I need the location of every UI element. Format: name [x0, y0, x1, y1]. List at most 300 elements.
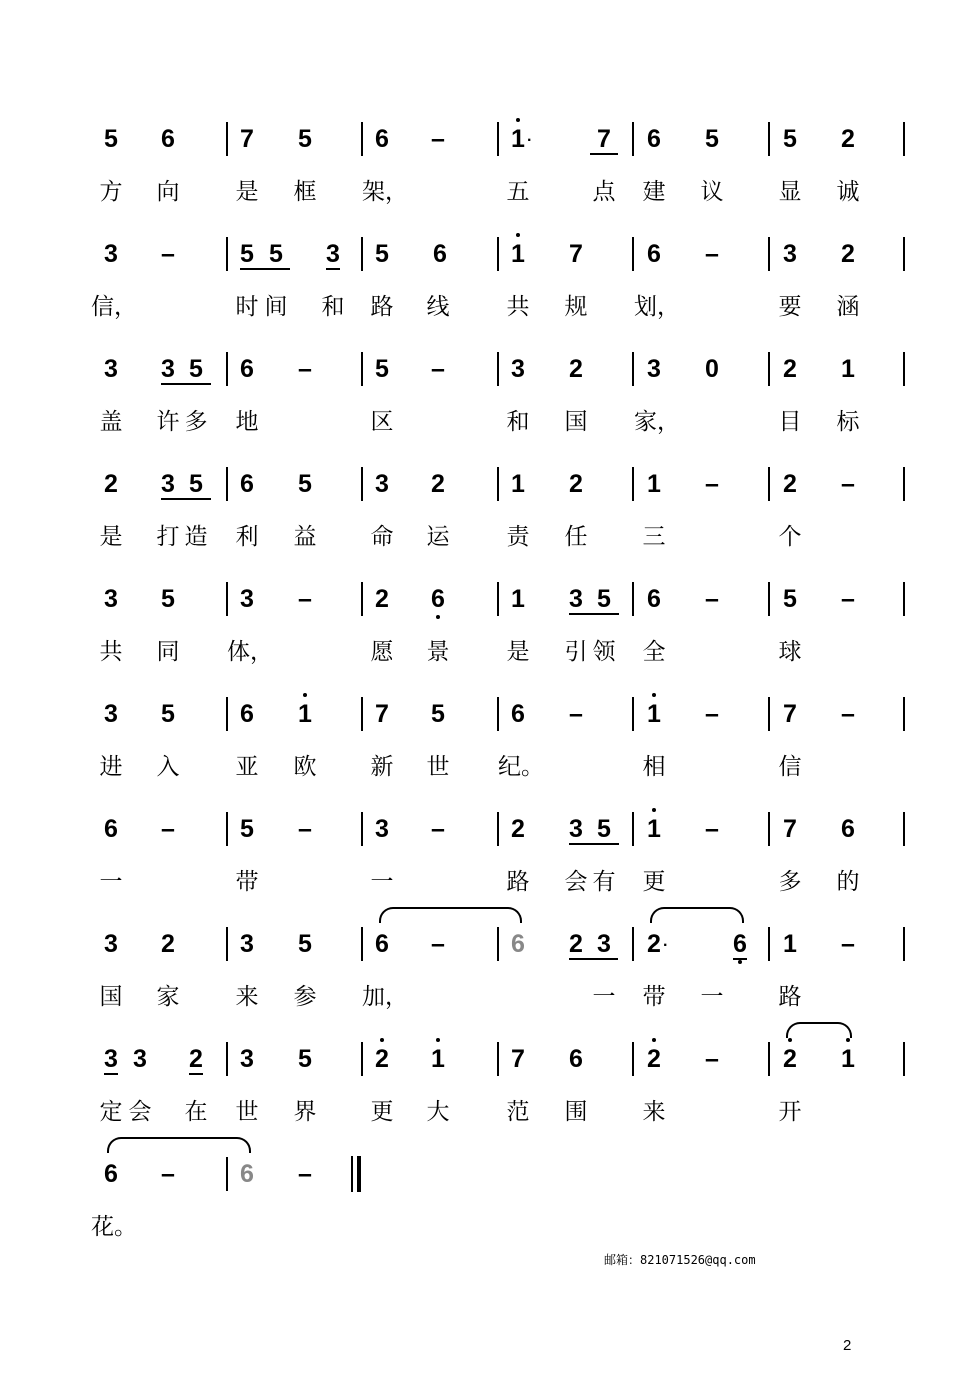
bar-line	[903, 927, 905, 961]
note-digit: 5	[375, 240, 389, 268]
note-digit: 2	[104, 470, 118, 498]
note	[423, 1044, 453, 1074]
bar-line	[361, 927, 363, 961]
note-digit: 6	[733, 930, 747, 958]
lyric-syllable: 路	[778, 984, 802, 1010]
note-digit: 6	[104, 1160, 118, 1188]
bar-line	[497, 352, 499, 386]
lyric-syllable: 一	[592, 984, 616, 1010]
note	[367, 1044, 397, 1074]
note-digit: –	[298, 815, 312, 843]
lyric-syllable: 框	[293, 179, 317, 205]
note-digit: –	[298, 585, 312, 613]
lyric-syllable: 议	[700, 179, 724, 205]
note-digit: 5	[189, 470, 203, 498]
octave-up-dot	[303, 693, 307, 697]
note-digit: 3	[104, 240, 118, 268]
note-digit: –	[298, 355, 312, 383]
note	[290, 814, 320, 844]
lyric-syllable: 标	[836, 409, 860, 435]
note-digit: 3	[161, 355, 175, 383]
note	[697, 1044, 727, 1074]
bar-line	[497, 812, 499, 846]
note-digit: 7	[375, 700, 389, 728]
lyric-syllable: 入	[156, 754, 180, 780]
bar-line	[226, 122, 228, 156]
note-digit: 6	[161, 125, 175, 153]
lyric-syllable: 多	[778, 869, 802, 895]
note-digit: 6	[647, 585, 661, 613]
lyric-syllable: 三	[642, 524, 666, 550]
note-digit: 7	[783, 815, 797, 843]
note-digit: 2	[569, 930, 583, 958]
octave-up-dot	[788, 1038, 792, 1042]
note-digit: 2	[189, 1045, 203, 1073]
note-digit: 5	[597, 815, 611, 843]
note	[561, 354, 591, 384]
note-digit: 3	[104, 930, 118, 958]
note-digit: 6	[240, 1160, 254, 1188]
lyric-syllable: 景	[426, 639, 450, 665]
lyric-syllable: 纪。	[498, 754, 544, 780]
note-digit: 1	[511, 125, 525, 153]
lyric-syllable: 加，	[362, 984, 408, 1010]
lyric-syllable: 益	[293, 524, 317, 550]
lyric-syllable: 相	[642, 754, 666, 780]
bar-line	[226, 812, 228, 846]
note-digit: 2	[841, 125, 855, 153]
bar-line	[497, 582, 499, 616]
note-digit: 5	[104, 125, 118, 153]
bar-line	[361, 122, 363, 156]
note	[775, 584, 805, 614]
note	[639, 929, 669, 959]
note	[290, 469, 320, 499]
note-digit: 6	[104, 815, 118, 843]
note-digit: –	[841, 585, 855, 613]
bar-line	[768, 812, 770, 846]
note-digit: –	[705, 470, 719, 498]
bar-line	[632, 352, 634, 386]
note	[423, 814, 453, 844]
note	[561, 929, 591, 959]
octave-up-dot	[652, 808, 656, 812]
eighth-beam	[161, 383, 211, 385]
note	[639, 1044, 669, 1074]
lyric-syllable: 进	[99, 754, 123, 780]
note-digit: 2	[431, 470, 445, 498]
note-digit: 5	[161, 585, 175, 613]
note-digit: –	[705, 1045, 719, 1073]
eighth-beam	[161, 498, 211, 500]
note-digit: 3	[569, 815, 583, 843]
lyric-syllable: 大	[426, 1099, 450, 1125]
note	[561, 584, 591, 614]
octave-down-dot	[738, 960, 742, 964]
note	[503, 469, 533, 499]
bar-line	[768, 582, 770, 616]
note-digit: 1	[783, 930, 797, 958]
note	[96, 929, 126, 959]
note	[261, 239, 291, 269]
note	[96, 469, 126, 499]
note	[153, 814, 183, 844]
note	[232, 584, 262, 614]
note	[639, 469, 669, 499]
note	[561, 1044, 591, 1074]
bar-line	[497, 122, 499, 156]
note-digit: 5	[298, 125, 312, 153]
bar-line	[226, 467, 228, 501]
note-digit: 2	[647, 930, 661, 958]
note	[232, 124, 262, 154]
octave-up-dot	[380, 1038, 384, 1042]
lyric-syllable: 运	[426, 524, 450, 550]
lyric-syllable: 间	[264, 294, 288, 320]
note-digit: 5	[298, 470, 312, 498]
note	[367, 814, 397, 844]
note	[367, 469, 397, 499]
note	[153, 929, 183, 959]
bar-line	[361, 352, 363, 386]
note	[367, 584, 397, 614]
bar-line	[768, 1042, 770, 1076]
note-digit: 6	[841, 815, 855, 843]
lyric-syllable: 路	[370, 294, 394, 320]
slur-arc	[786, 1022, 852, 1038]
note	[561, 814, 591, 844]
note-digit: 6	[240, 700, 254, 728]
note-digit: –	[569, 700, 583, 728]
octave-up-dot	[516, 233, 520, 237]
eighth-beam	[326, 268, 340, 270]
bar-line	[497, 697, 499, 731]
note-digit: 2	[647, 1045, 661, 1073]
note	[153, 1159, 183, 1189]
lyric-syllable: 世	[235, 1099, 259, 1125]
note	[232, 354, 262, 384]
note	[833, 814, 863, 844]
note-digit: 3	[161, 470, 175, 498]
bar-line	[632, 582, 634, 616]
lyric-syllable: 会	[128, 1099, 152, 1125]
note	[775, 469, 805, 499]
note	[96, 239, 126, 269]
bar-line	[497, 467, 499, 501]
bar-line	[632, 237, 634, 271]
lyric-syllable: 时	[235, 294, 259, 320]
lyric-syllable: 地	[235, 409, 259, 435]
bar-line	[497, 927, 499, 961]
lyric-syllable: 许	[156, 409, 180, 435]
note	[503, 699, 533, 729]
note-digit: –	[705, 815, 719, 843]
lyric-syllable: 利	[235, 524, 259, 550]
note-digit: –	[705, 700, 719, 728]
lyric-syllable: 的	[836, 869, 860, 895]
lyric-syllable: 信	[778, 754, 802, 780]
lyric-syllable: 世	[426, 754, 450, 780]
lyric-syllable: 打	[156, 524, 180, 550]
final-barline-thick	[357, 1156, 361, 1192]
note-digit: 7	[240, 125, 254, 153]
lyric-syllable: 路	[506, 869, 530, 895]
note	[561, 239, 591, 269]
note-digit: –	[161, 240, 175, 268]
note	[639, 124, 669, 154]
note	[589, 814, 619, 844]
note-digit: 6	[431, 585, 445, 613]
note-digit: –	[161, 1160, 175, 1188]
augmentation-dot: ·	[663, 937, 669, 954]
note	[181, 1044, 211, 1074]
bar-line	[903, 582, 905, 616]
note	[833, 1044, 863, 1074]
note	[775, 239, 805, 269]
note-digit: 6	[433, 240, 447, 268]
note	[833, 239, 863, 269]
note-digit: 5	[298, 1045, 312, 1073]
note	[639, 584, 669, 614]
lyric-syllable: 建	[642, 179, 666, 205]
bar-line	[497, 237, 499, 271]
note-digit: 1	[298, 700, 312, 728]
lyric-syllable: 是	[99, 524, 123, 550]
note-digit: 3	[104, 700, 118, 728]
lyric-syllable: 是	[235, 179, 259, 205]
lyric-syllable: 来	[235, 984, 259, 1010]
bar-line	[226, 697, 228, 731]
note-digit: –	[705, 585, 719, 613]
note-digit: 3	[240, 930, 254, 958]
note	[833, 929, 863, 959]
note	[503, 584, 533, 614]
lyric-syllable: 参	[293, 984, 317, 1010]
lyric-syllable: 多	[184, 409, 208, 435]
lyric-syllable: 带	[642, 984, 666, 1010]
note	[833, 699, 863, 729]
bar-line	[768, 237, 770, 271]
note	[503, 354, 533, 384]
lyric-syllable: 一	[370, 869, 394, 895]
note	[697, 239, 727, 269]
bar-line	[632, 122, 634, 156]
bar-line	[903, 812, 905, 846]
lyric-syllable: 任	[564, 524, 588, 550]
bar-line	[361, 812, 363, 846]
note	[561, 469, 591, 499]
note	[775, 699, 805, 729]
note	[561, 699, 591, 729]
lyric-syllable: 盖	[99, 409, 123, 435]
lyric-syllable: 点	[592, 179, 616, 205]
note-digit: 3	[783, 240, 797, 268]
lyric-syllable: 更	[642, 869, 666, 895]
lyric-syllable: 区	[370, 409, 394, 435]
note	[697, 814, 727, 844]
note-digit: 5	[783, 585, 797, 613]
note	[290, 354, 320, 384]
note	[367, 239, 397, 269]
lyric-syllable: 信，	[91, 294, 137, 320]
bar-line	[768, 122, 770, 156]
lyric-syllable: 全	[642, 639, 666, 665]
note	[367, 699, 397, 729]
note-digit: 5	[431, 700, 445, 728]
note	[697, 354, 727, 384]
lyric-syllable: 引	[564, 639, 588, 665]
lyric-syllable: 共	[99, 639, 123, 665]
note	[503, 929, 533, 959]
note	[639, 354, 669, 384]
bar-line	[361, 1042, 363, 1076]
bar-line	[361, 237, 363, 271]
note-digit: 6	[647, 125, 661, 153]
note	[589, 124, 619, 154]
eighth-beam	[569, 613, 619, 615]
note	[290, 1044, 320, 1074]
lyric-syllable: 显	[778, 179, 802, 205]
note-digit: 2	[569, 355, 583, 383]
note-digit: 7	[511, 1045, 525, 1073]
note	[125, 1044, 155, 1074]
note-digit: –	[841, 700, 855, 728]
eighth-beam	[189, 1073, 203, 1075]
lyric-syllable: 向	[156, 179, 180, 205]
bar-line	[768, 352, 770, 386]
lyric-syllable: 球	[778, 639, 802, 665]
final-barline-thin	[351, 1156, 353, 1192]
bar-line	[226, 1042, 228, 1076]
eighth-beam	[104, 1073, 118, 1075]
bar-line	[632, 697, 634, 731]
octave-up-dot	[516, 118, 520, 122]
note-digit: 5	[189, 355, 203, 383]
bar-line	[226, 352, 228, 386]
note	[697, 469, 727, 499]
note-digit: –	[705, 240, 719, 268]
lyric-syllable: 国	[564, 409, 588, 435]
lyric-syllable: 划，	[634, 294, 680, 320]
lyric-syllable: 领	[592, 639, 616, 665]
note	[503, 814, 533, 844]
lyric-syllable: 方	[99, 179, 123, 205]
note	[423, 354, 453, 384]
note	[153, 124, 183, 154]
note-digit: 1	[647, 700, 661, 728]
note-digit: 6	[240, 470, 254, 498]
note	[153, 354, 183, 384]
note	[96, 584, 126, 614]
note	[290, 1159, 320, 1189]
lyric-syllable: 范	[506, 1099, 530, 1125]
note	[232, 699, 262, 729]
lyric-syllable: 涵	[836, 294, 860, 320]
note-digit: 3	[240, 585, 254, 613]
note	[425, 239, 455, 269]
note	[232, 469, 262, 499]
note-digit: 1	[431, 1045, 445, 1073]
note	[833, 124, 863, 154]
page-number: 2	[843, 1337, 852, 1354]
note-digit: 6	[647, 240, 661, 268]
bar-line	[768, 927, 770, 961]
note-digit: 1	[511, 585, 525, 613]
note-digit: 1	[841, 355, 855, 383]
bar-line	[903, 122, 905, 156]
lyric-syllable: 开	[778, 1099, 802, 1125]
note	[833, 469, 863, 499]
lyric-syllable: 诚	[836, 179, 860, 205]
note	[833, 354, 863, 384]
note-digit: –	[161, 815, 175, 843]
note	[232, 929, 262, 959]
octave-down-dot	[436, 615, 440, 619]
note-digit: 5	[783, 125, 797, 153]
note-digit: 2	[783, 1045, 797, 1073]
octave-up-dot	[846, 1038, 850, 1042]
bar-line	[361, 467, 363, 501]
lyric-syllable: 和	[321, 294, 345, 320]
bar-line	[632, 1042, 634, 1076]
note-digit: 3	[104, 355, 118, 383]
note-digit: –	[431, 815, 445, 843]
octave-up-dot	[436, 1038, 440, 1042]
note	[290, 584, 320, 614]
note	[232, 1044, 262, 1074]
lyric-syllable: 来	[642, 1099, 666, 1125]
note-digit: 1	[647, 815, 661, 843]
lyric-syllable: 线	[426, 294, 450, 320]
note	[697, 699, 727, 729]
note	[232, 239, 262, 269]
note-digit: 6	[511, 930, 525, 958]
bar-line	[632, 467, 634, 501]
note-digit: 2	[783, 470, 797, 498]
note	[96, 1044, 126, 1074]
lyric-syllable: 命	[370, 524, 394, 550]
slur-arc	[107, 1137, 251, 1153]
note-digit: –	[431, 125, 445, 153]
note	[367, 124, 397, 154]
lyric-syllable: 更	[370, 1099, 394, 1125]
note	[423, 929, 453, 959]
note-digit: 6	[240, 355, 254, 383]
note-digit: 1	[647, 470, 661, 498]
octave-up-dot	[652, 1038, 656, 1042]
note	[833, 584, 863, 614]
note	[423, 699, 453, 729]
lyric-syllable: 会	[564, 869, 588, 895]
bar-line	[361, 582, 363, 616]
note	[639, 814, 669, 844]
lyric-syllable: 体，	[227, 639, 273, 665]
note-digit: 6	[375, 125, 389, 153]
lyric-syllable: 责	[506, 524, 530, 550]
note-digit: 3	[375, 470, 389, 498]
note-digit: 5	[298, 930, 312, 958]
note	[96, 354, 126, 384]
lyric-syllable: 国	[99, 984, 123, 1010]
note-digit: –	[431, 930, 445, 958]
note-digit: 1	[511, 470, 525, 498]
note-digit: 6	[511, 700, 525, 728]
note-digit: 0	[705, 355, 719, 383]
note-digit: 7	[783, 700, 797, 728]
eighth-beam	[733, 958, 747, 960]
note-digit: 5	[240, 240, 254, 268]
augmentation-dot: ·	[527, 132, 533, 149]
